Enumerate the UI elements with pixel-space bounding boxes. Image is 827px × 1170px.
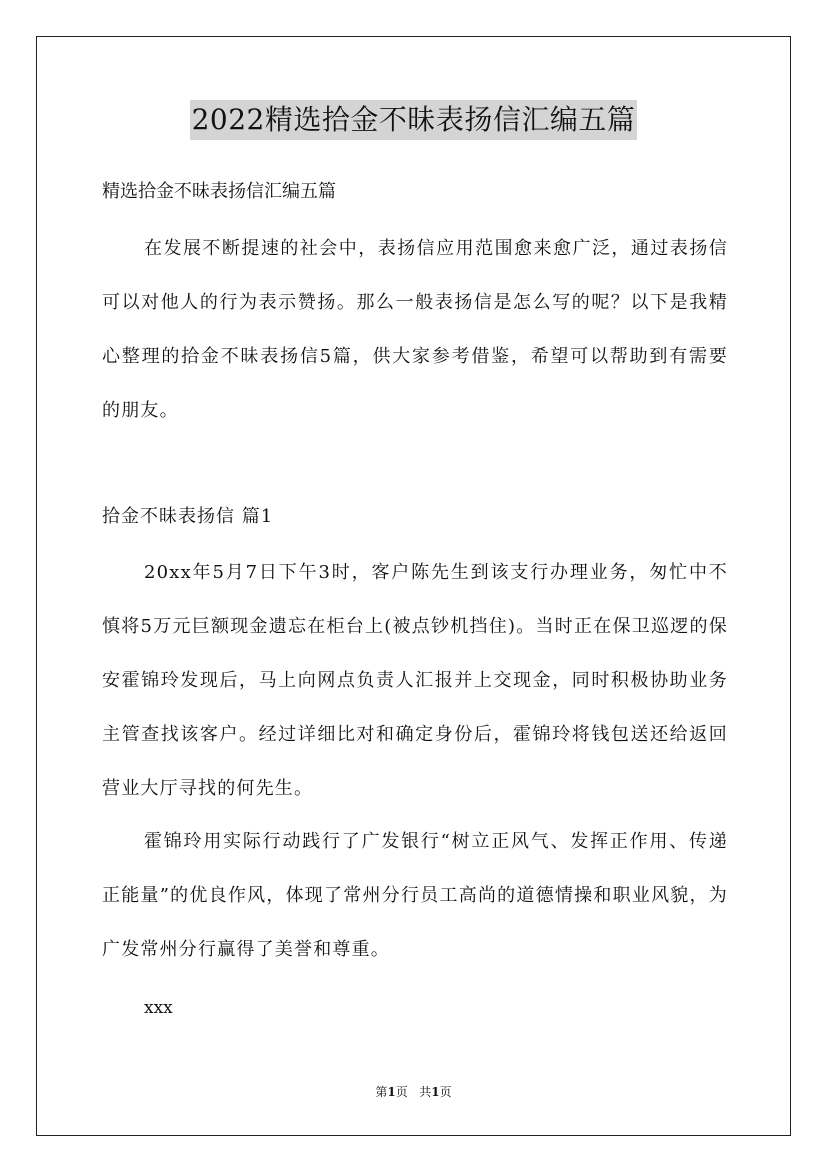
- section-heading: 拾金不昧表扬信 篇1: [102, 506, 274, 527]
- page-footer: [0, 1083, 827, 1101]
- body-paragraph-1: 20xx年5月7日下午3时，客户陈先生到该支行办理业务，匆忙中不慎将5万元巨额现金遗忘在柜台上(被点钞机挡住)。当时正在保卫巡逻的保安霍锦玲发现后，马上向网点负责人汇报并上交现金，同时积极协助业务主管查找该客户。经过详细比对和确定身份后，霍锦玲将钱包送还给返回营业大厅寻找的何先生。: [102, 562, 728, 799]
- page-prefix: 第: [375, 1085, 388, 1099]
- title-container: [0, 100, 827, 140]
- total-pages: 1: [431, 1085, 440, 1099]
- page-number: 1: [387, 1085, 396, 1099]
- intro-paragraph: 在发展不断提速的社会中，表扬信应用范围愈来愈广泛，通过表扬信可以对他人的行为表示赞扬。那么一般表扬信是怎么写的呢？以下是我精心整理的拾金不昧表扬信5篇，供大家参考借鉴，希望可以帮助到有需要的朋友。: [102, 238, 728, 421]
- signature: xxx: [144, 998, 173, 1018]
- body-paragraph-2: 霍锦玲用实际行动践行了广发银行“树立正风气、发挥正作用、传递正能量”的优良作风，体现了常州分行员工高尚的道德情操和职业风貌，为广发常州分行赢得了美誉和尊重。: [102, 831, 728, 960]
- document-title: 2022精选拾金不昧表扬信汇编五篇: [190, 100, 638, 140]
- total-prefix: 共: [419, 1085, 432, 1099]
- total-suffix: 页: [439, 1085, 452, 1099]
- document-subtitle: 精选拾金不昧表扬信汇编五篇: [102, 181, 336, 202]
- page-suffix: 页: [395, 1085, 408, 1099]
